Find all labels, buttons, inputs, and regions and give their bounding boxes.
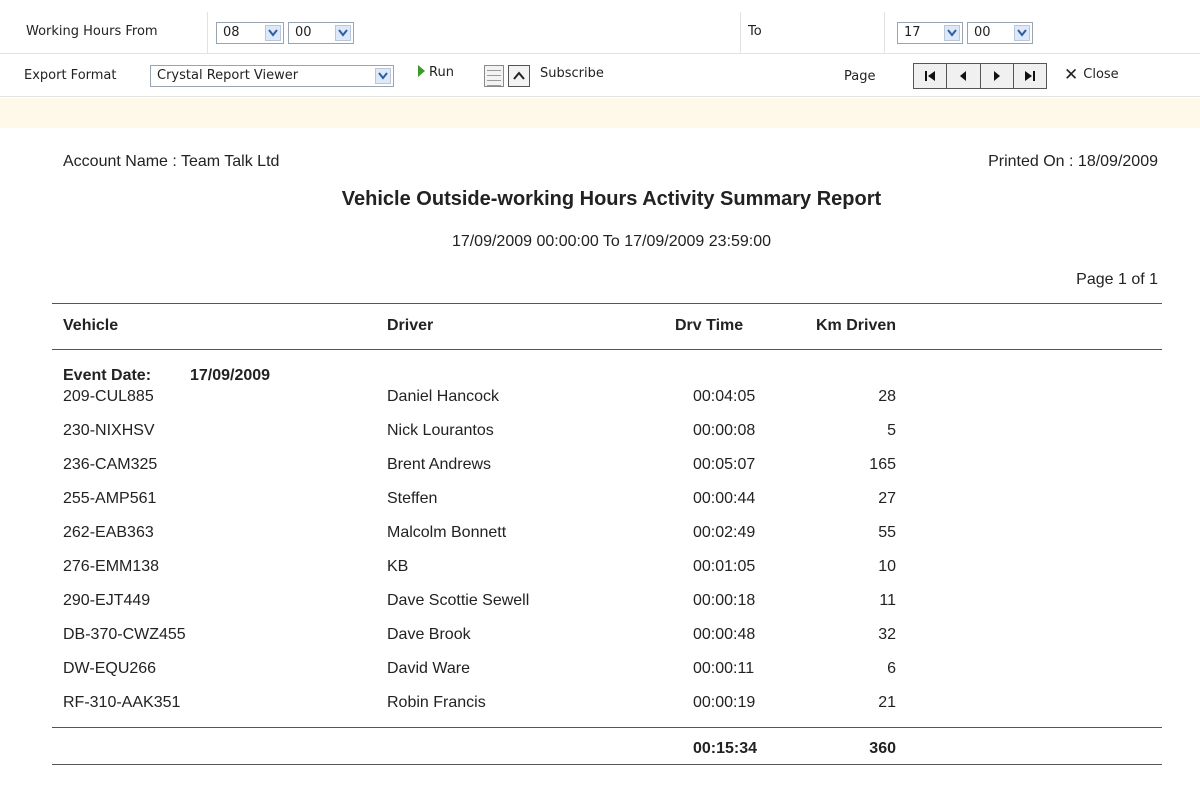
drv-time-cell: 00:00:18 — [693, 592, 756, 609]
vehicle-cell: 262-EAB363 — [63, 524, 154, 541]
vehicle-cell: RF-310-AAK351 — [63, 694, 181, 711]
driver-cell: Dave Scottie Sewell — [387, 592, 530, 609]
table-row — [0, 626, 1200, 660]
column-header-driver: Driver — [387, 317, 434, 334]
export-row — [0, 55, 1200, 97]
drv-time-cell: 00:01:05 — [693, 558, 756, 575]
drv-time-cell: 00:04:05 — [693, 388, 756, 405]
export-format-select[interactable] — [150, 65, 394, 87]
chevron-up-icon — [512, 70, 526, 82]
column-header-vehicle: Vehicle — [63, 317, 119, 334]
km-cell: 28 — [878, 388, 896, 405]
close-label: Close — [1083, 67, 1119, 82]
driver-cell: Daniel Hancock — [387, 388, 500, 405]
table-row — [0, 660, 1200, 694]
chevron-down-icon — [944, 25, 960, 41]
vehicle-cell: 209-CUL885 — [63, 388, 154, 405]
to-label: To — [748, 24, 762, 39]
km-cell: 10 — [878, 558, 896, 575]
km-cell: 55 — [878, 524, 896, 541]
report-rows — [0, 388, 1200, 728]
header-bottom-rule — [52, 349, 1162, 350]
next-page-icon — [992, 70, 1002, 82]
working-hours-row — [0, 12, 1200, 54]
table-row — [0, 422, 1200, 456]
to-minute-select[interactable] — [967, 22, 1033, 44]
subscribe-link[interactable]: Subscribe — [540, 66, 604, 81]
pager — [913, 63, 1047, 89]
totals-top-rule — [52, 727, 1162, 728]
total-drv-time: 00:15:34 — [693, 740, 758, 757]
chevron-down-icon — [335, 25, 351, 41]
total-km: 360 — [869, 740, 896, 757]
last-page-icon — [1024, 70, 1036, 82]
last-page-button[interactable] — [1014, 64, 1046, 88]
from-hour-select[interactable] — [216, 22, 284, 44]
vehicle-cell: 290-EJT449 — [63, 592, 151, 609]
divider — [884, 12, 885, 54]
report-title: Vehicle Outside-working Hours Activity Summary Report — [341, 188, 882, 210]
km-cell: 27 — [878, 490, 896, 507]
vehicle-cell: 230-NIXHSV — [63, 422, 155, 439]
account-name: Account Name : Team Talk Ltd — [63, 153, 280, 170]
first-page-icon — [924, 70, 936, 82]
printed-on: Printed On : 18/09/2009 — [988, 153, 1158, 170]
export-format-value: Crystal Report Viewer — [157, 68, 299, 83]
km-cell: 21 — [878, 694, 896, 711]
run-label: Run — [429, 65, 454, 80]
from-minute-select[interactable] — [288, 22, 354, 44]
table-row — [0, 558, 1200, 592]
drv-time-cell: 00:00:48 — [693, 626, 756, 643]
message-band — [0, 98, 1200, 128]
vehicle-cell: DB-370-CWZ455 — [63, 626, 186, 643]
driver-cell: Brent Andrews — [387, 456, 492, 473]
table-row — [0, 388, 1200, 422]
close-icon: ✕ — [1064, 65, 1079, 85]
vehicle-cell: 236-CAM325 — [63, 456, 158, 473]
divider — [740, 12, 741, 54]
to-hour-value: 17 — [904, 25, 921, 40]
table-row — [0, 694, 1200, 728]
drv-time-cell: 00:05:07 — [693, 456, 756, 473]
driver-cell: Dave Brook — [387, 626, 471, 643]
working-hours-from-label: Working Hours From — [26, 24, 158, 39]
column-header-km-driven: Km Driven — [816, 317, 897, 334]
vehicle-cell: 276-EMM138 — [63, 558, 160, 575]
to-hour-select[interactable] — [897, 22, 963, 44]
km-cell: 32 — [878, 626, 896, 643]
table-row — [0, 592, 1200, 626]
grid-icon[interactable] — [484, 65, 504, 87]
event-date-label: Event Date: — [63, 367, 152, 384]
first-page-button[interactable] — [914, 64, 947, 88]
chevron-down-icon — [1014, 25, 1030, 41]
chevron-down-icon — [375, 68, 391, 84]
date-range: 17/09/2009 00:00:00 To 17/09/2009 23:59:00 — [451, 233, 772, 250]
from-hour-value: 08 — [223, 25, 240, 40]
drv-time-cell: 00:00:11 — [693, 660, 755, 677]
driver-cell: David Ware — [387, 660, 470, 677]
driver-cell: Malcolm Bonnett — [387, 524, 507, 541]
page-label: Page — [844, 69, 876, 84]
divider — [207, 12, 208, 54]
prev-page-icon — [958, 70, 968, 82]
from-minute-value: 00 — [295, 25, 312, 40]
drv-time-cell: 00:00:08 — [693, 422, 756, 439]
vehicle-cell: DW-EQU266 — [63, 660, 157, 677]
prev-page-button[interactable] — [947, 64, 980, 88]
totals-bottom-rule — [52, 764, 1162, 765]
drv-time-cell: 00:02:49 — [693, 524, 756, 541]
to-minute-value: 00 — [974, 25, 991, 40]
close-button[interactable] — [1064, 65, 1119, 85]
event-date-value: 17/09/2009 — [190, 367, 271, 384]
column-header-drv-time: Drv Time — [675, 317, 744, 334]
chevron-down-icon — [265, 25, 281, 41]
vehicle-cell: 255-AMP561 — [63, 490, 157, 507]
table-row — [0, 456, 1200, 490]
km-cell: 165 — [869, 456, 896, 473]
header-top-rule — [52, 303, 1162, 304]
next-page-button[interactable] — [981, 64, 1014, 88]
run-button[interactable] — [418, 65, 454, 80]
play-icon — [418, 65, 425, 77]
driver-cell: Nick Lourantos — [387, 422, 494, 439]
drv-time-cell: 00:00:19 — [693, 694, 756, 711]
driver-cell: KB — [387, 558, 409, 575]
collapse-button[interactable] — [508, 65, 530, 87]
table-row — [0, 490, 1200, 524]
drv-time-cell: 00:00:44 — [693, 490, 756, 507]
table-row — [0, 524, 1200, 558]
km-cell: 5 — [887, 422, 896, 439]
km-cell: 6 — [887, 660, 896, 677]
km-cell: 11 — [879, 592, 896, 609]
driver-cell: Robin Francis — [387, 694, 486, 711]
export-format-label: Export Format — [24, 68, 117, 83]
driver-cell: Steffen — [387, 490, 438, 507]
page-info: Page 1 of 1 — [1076, 271, 1158, 288]
